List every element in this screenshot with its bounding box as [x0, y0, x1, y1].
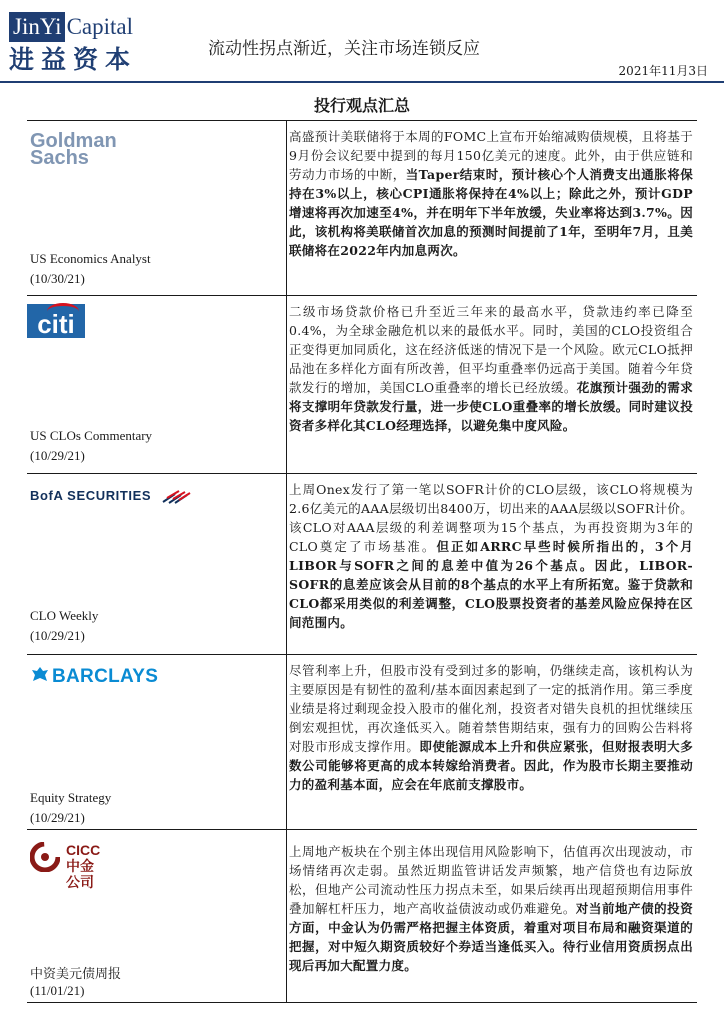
header-divider	[0, 81, 724, 83]
logo-english	[9, 12, 149, 42]
opinion-text	[289, 842, 693, 975]
table-row	[27, 830, 697, 1002]
table-row	[27, 296, 697, 473]
citi-arc-icon	[47, 303, 79, 320]
opinion-text	[289, 302, 693, 435]
source-cell	[27, 655, 282, 829]
opinion-text	[289, 661, 693, 794]
gs-logo-line2: Sachs	[30, 147, 89, 169]
opinion-text-normal: 上周Onex发行了第一笔以SOFR计价的CLO层级，该CLO将规模为2.6亿美元的AAA层级切出8400万，切出来的AAA层级以SOFR计价。该CLO对AAA层级的利差调整项为15个基点，为再投资期为3年的CLO奠定了市场基准。	[289, 482, 693, 554]
bofa-logo-text: BofA SECURITIES	[30, 488, 152, 503]
report-date: (10/29/21)	[30, 628, 85, 643]
citi-logo	[27, 304, 85, 338]
barclays-eagle-icon	[30, 665, 50, 685]
report-date: (11/01/21)	[30, 983, 85, 998]
opinion-text	[289, 480, 693, 632]
document-title: 流动性拐点渐近，关注市场连锁反应	[208, 39, 480, 59]
barclays-logo-text: BARCLAYS	[52, 666, 159, 687]
goldman-sachs-logo	[30, 130, 117, 169]
cicc-logo-line2: 中金公司	[66, 858, 94, 890]
report-date: (10/30/21)	[30, 271, 85, 286]
source-cell	[27, 830, 282, 1002]
cicc-logo-line1: CICC	[66, 842, 101, 858]
opinion-text-bold: 但正如ARRC早些时候所指出的，3个月LIBOR与SOFR之间的息差中值为26个基点。因此，LIBOR-SOFR的息差应该会从目前的8个基点的水平上有所拓宽。鉴于贷款和CLO都采用类似的利差调整，CLO股票投资者的基差风险应保持在区间范围内。	[289, 539, 693, 630]
opinion-text-bold: 花旗预计强劲的需求将支撑明年贷款发行量，进一步使CLO重叠率的增长放缓。同时建议投资者多样化其CLO经理选择，以避免集中度风险。	[289, 380, 694, 433]
source-cell	[27, 474, 282, 654]
source-cell	[27, 121, 282, 295]
citi-logo-text: citi	[37, 309, 75, 339]
opinion-text	[289, 127, 693, 260]
bofa-securities-logo	[30, 488, 191, 504]
opinion-text-normal: 上周地产板块在个别主体出现信用风险影响下，估值再次出现波动，市场情绪再次走弱。虽然近期监管讲话发声频繁，地产信贷也有边际放松，但地产公司流动性压力拐点未至，如果后续再出现超预期信用事件叠加解杠杆压力，地产高收益债波动或仍难避免。	[289, 844, 693, 916]
jinyi-capital-logo	[9, 12, 149, 76]
table-row	[27, 121, 697, 295]
section-title: 投行观点汇总	[313, 96, 410, 115]
table-bottom-border	[27, 1002, 697, 1003]
logo-en-part2: Capital	[66, 14, 134, 39]
report-date: (10/29/21)	[30, 448, 85, 463]
opinion-text-normal: 二级市场贷款价格已升至近三年来的最高水平，贷款违约率已降至0.4%，为全球金融危机以来的最低水平。同时，美国的CLO投资组合正变得更加同质化，这在经济低迷的情况下是一个风险。欧元CLO抵押品池在多样化方面有所改善，但平均重叠率仍远高于美国。随着今年贷款发行的增加，美国CLO重叠率的增长已经放缓。	[289, 304, 693, 395]
report-date: (10/29/21)	[30, 810, 85, 825]
report-name: US CLOs Commentary	[30, 428, 153, 443]
cicc-logo-text	[66, 842, 100, 890]
source-cell	[27, 296, 282, 473]
barclays-logo	[30, 665, 158, 688]
opinion-text-normal: 高盛预计美联储将于本周的FOMC上宣布开始缩减购债规模，且将基于9月份会议纪要中提到的每月150亿美元的速度。此外，由于供应链和劳动力市场的中断，	[289, 129, 693, 182]
opinion-text-bold: 对当前地产债的投资方面，中金认为仍需严格把握主体资质，着重对项目布局和融资渠道的把握，对中短久期资质较好个券适当逢低买入。待行业信用资质拐点出现后再加大配置力度。	[289, 901, 693, 973]
table-row	[27, 474, 697, 654]
page-header	[0, 0, 724, 82]
opinion-text-bold: 即使能源成本上升和供应紧张，但财报表明大多数公司能够将更高的成本转嫁给消费者。因此，作为股市长期主要推动力的盈利基本面，应会在年底前支撑股市。	[289, 739, 693, 792]
table-row	[27, 655, 697, 829]
report-name: Equity Strategy	[30, 790, 112, 805]
logo-chinese: 进益资本	[9, 45, 138, 74]
cicc-mark-icon	[30, 842, 60, 872]
gs-logo-line1: Goldman	[30, 130, 117, 152]
logo-en-part1: JinYi	[9, 12, 65, 42]
report-name: CLO Weekly	[30, 608, 99, 623]
report-name: 中资美元债周报	[30, 966, 122, 981]
opinion-text-bold: 当Taper结束时，预计核心个人消费支出通胀将保持在3%以上，核心CPI通胀将保持在4%以上；除此之外，预计GDP增速将再次加速至4%，并在明年下半年放缓，失业率将达到3.7%。因此，该机构将美联储首次加息的预测时间提前了1年，至明年7月，且美联储将在2022年内加息两次。	[289, 167, 693, 258]
document-date: 2021年11月3日	[618, 64, 708, 78]
report-name: US Economics Analyst	[30, 251, 151, 266]
opinion-text-normal: 尽管利率上升，但股市没有受到过多的影响，仍继续走高，该机构认为主要原因是有韧性的盈利/基本面因素起到了一定的抵消作用。第三季度业绩是将过剩现金投入股市的催化剂，投资者对错失良机的担忧继续压倒宏观担忧，再次逢低买入。随着禁售期结束，强有力的回购公告料将对股市形成支撑作用。	[289, 663, 693, 754]
bofa-flag-icon	[161, 490, 191, 504]
